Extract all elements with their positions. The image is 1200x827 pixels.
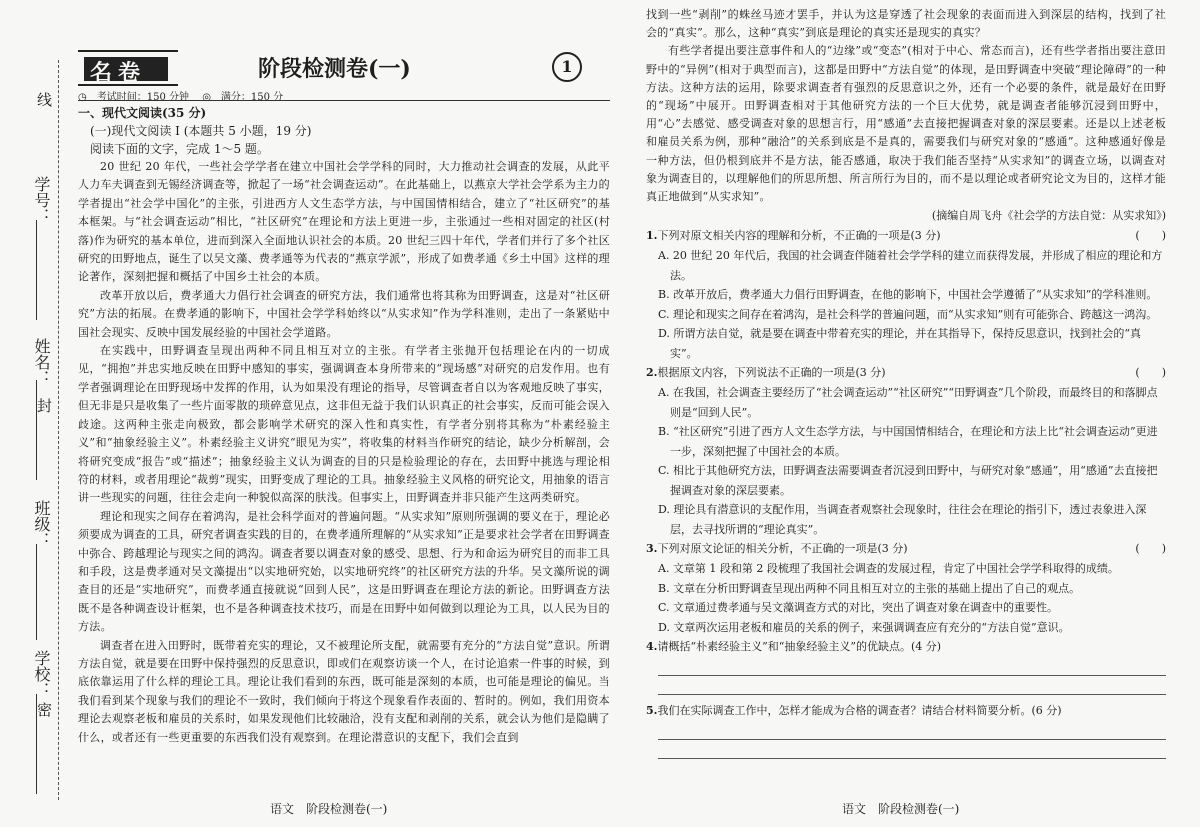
option-c[interactable]: C. 文章通过费孝通与吴文藻调查方式的对比，突出了调查对象在调查中的重要性。 (658, 601, 1059, 615)
question-stem: 下列对原文相关内容的理解和分析，不正确的一项是(3 分) (657, 229, 941, 243)
option-b[interactable]: B. “社区研究”引进了西方人文生态学方法，与中国国情相结合，在理论和方法上比“社会调查运动”更进一步，深刻把握了中国社会的本质。 (658, 425, 1158, 458)
cut-label: 线 (35, 92, 53, 107)
header-rule (78, 100, 610, 101)
question-stem: 我们在实际调查工作中，怎样才能成为合格的调查者？请结合材料简要分析。(6 分) (657, 704, 1062, 718)
left-page (78, 40, 610, 820)
score-icon: ◎ (202, 92, 211, 103)
option-d[interactable]: D. 文章两次运用老板和雇员的关系的例子，来强调调查应有充分的“方法自觉”意识。 (658, 620, 1070, 634)
logo (78, 50, 178, 86)
question-number: 2. (646, 366, 658, 380)
question-stem: 请概括“朴素经验主义”和“抽象经验主义”的优缺点。(4 分) (657, 640, 942, 654)
question-number: 4. (646, 640, 658, 654)
logo-text: 名卷 (90, 60, 147, 86)
student-id-line[interactable] (36, 220, 37, 320)
passage-paragraph: 理论和现实之间存在着鸿沟，是社会科学面对的普遍问题。“从实求知”原则所强调的要义在于，理论必须要成为调查的工具，研究者调查实践的目的，在费孝通所理解的“从实求知”正是要求社会学者在田野调查中弥合、跨越理论与现实之间的鸿沟。调查者要以调查对象的感受、思想、行为和命运为研究目的而非工具和手段，这是费孝通对吴文藻提出“以实地研究始，以实地研究终”的社区研究方法的升华。吴文藻所说的调查目的还是“实地研究”，而费孝通直接就说“回到人民”，这是田野调查在理论方法的新论。田野调查方法既不是各种调查设计框架，也不是各种调查技术技巧，而是在田野中如何做到以理论为工具，以人民为目的方法。 (78, 509, 610, 634)
option-d[interactable]: D. 所谓方法自觉，就是要在调查中带着充实的理论，并在其指导下，保持反思意识，找到社会的“真实”。 (658, 327, 1142, 360)
question-stem: 根据原文内容，下列说法不正确的一项是(3 分) (657, 366, 886, 380)
question-1 (646, 226, 1166, 363)
page-title: 阶段检测卷(一) (258, 56, 411, 82)
passage-paragraph: 有些学者提出要注意事件和人的“边缘”或“变态”(相对于中心、常态而言)，还有些学者指出要注意田野中的“异例”(相对于典型而言)，这都是田野中“方法自觉”的体现，是田野调查中突破“理论障碍”的一种方法。这种方法的运用，除要求调查者有强烈的反思意识之外，还有一个必要的条件，就是最好在田野的“现场”中展开。田野调查相对于其他研究方法的一个巨大优势，就是调查者能够沉浸到田野中，用“心”去感觉、感受调查对象的思想言行，用“感通”去直接把握调查对象的深层要素。还是以上述老板和雇员关系为例，那种“融洽”的关系到底是不是真的，需要我们与研究对象的“感通”。这种感通好像是一种方法，但仍根到底并不是方法，能否感通，取决于我们能否坚持“从实求知”的调查立场，以调查对象为调查目的，以理解他们的所思所想、所言所行为目的，而不是以理论或者研究论文为目的，这样才能真正地做到“从实求知”。 (646, 44, 1166, 204)
answer-line[interactable] (658, 676, 1166, 695)
school-label: 学校： (32, 650, 51, 698)
option-d[interactable]: D. 理论具有潜意识的支配作用，当调查者观察社会现象时，往往会在理论的指引下，透过表象进入深层，去寻找所谓的“理论真实”。 (658, 503, 1147, 536)
option-b[interactable]: B. 改革开放后，费孝通大力倡行田野调查，在他的影响下，中国社会学遵循了“从实求知”的学科准则。 (658, 288, 1158, 302)
clock-icon: ◷ (78, 92, 87, 103)
option-c[interactable]: C. 相比于其他研究方法，田野调查法需要调查者沉浸到田野中，与研究对象“感通”，用“感通”去直接把握调查对象的深层要素。 (658, 464, 1158, 497)
option-b[interactable]: B. 文章在分析田野调查呈现出两种不同且相互对立的主张的基础上提出了自己的观点。 (658, 581, 1081, 595)
answer-paren[interactable]: ( ) (1135, 229, 1166, 243)
question-number: 1. (646, 229, 658, 243)
source-citation: (摘编自周飞舟《社会学的方法自觉：从实求知》) (931, 209, 1166, 223)
cut-label: 密 (35, 702, 53, 717)
section-title: 一、现代文阅读(35 分) (78, 106, 207, 120)
passage-paragraph: 在实践中，田野调查呈现出两种不同且相互对立的主张。有学者主张抛开包括理论在内的一切成见，“拥抱”并忠实地反映在田野中感知的事实，强调调查本身所带来的“现场感”对研究的启发作用。也有学者强调理论在田野现场中发挥的作用，认为如果没有理论的指导，尽管调查者自以为客观地反映了事实，但无非是只是收集了一些片面零散的琐碎意见点，这非但无益于我们认识真正的社会事实，反而可能会误入歧途。这两种主张走向极致，都会影响学术研究的深入性和真实性，有学者分别将其称为“朴素经验主义”和“抽象经验主义”。朴素经验主义讲究“眼见为实”，将收集的材料当作研究的结论，缺少分析解剖，会将研究变成“报告”或“描述”；抽象经验主义认为调查的目的只是检验理论的存在，去田野中挑选与理论相符的材料，或者用理论“裁剪”现实，田野变成了理论的工具。抽象经验主义风格的研究论文，用抽象的语言讲一些现实的问题，往往会走向一种貌似高深的肤浅。但事实上，田野调查并非只能产生这两类研究。 (78, 344, 610, 505)
option-a[interactable]: A. 20 世纪 20 年代后，我国的社会调查伴随着社会学学科的建立而获得发展，并形成了相应的理论和方法。 (658, 249, 1163, 282)
question-4 (646, 637, 1166, 695)
passage-paragraph: 找到一些“剥削”的蛛丝马迹才罢手，并认为这是穿透了社会现象的表面而进入到深层的结构，找到了社会的“真实”。那么，这种“真实”到底是理论的真实还是现实的真实？ (646, 8, 1166, 40)
right-footer: 语文 阶段检测卷(一) (842, 802, 960, 816)
exam-time: 考试时间：150 分钟 (96, 92, 189, 103)
instruction: 阅读下面的文字，完成 1～5 题。 (90, 142, 269, 156)
answer-line[interactable] (658, 740, 1166, 759)
name-label: 姓名： (32, 338, 51, 386)
left-footer: 语文 阶段检测卷(一) (270, 802, 388, 816)
school-line[interactable] (36, 694, 37, 794)
option-a[interactable]: A. 文章第 1 段和第 2 段梳理了我国社会调查的发展过程，肯定了中国社会学学科取得的成绩。 (658, 562, 1119, 576)
right-page (646, 6, 1166, 816)
cut-line (58, 60, 59, 800)
question-number: 5. (646, 704, 658, 718)
exam-score: 满分：150 分 (220, 92, 284, 103)
class-label: 班级： (32, 500, 51, 548)
question-stem: 下列对原文论证的相关分析，不正确的一项是(3 分) (657, 542, 908, 556)
answer-paren[interactable]: ( ) (1135, 366, 1166, 380)
passage-paragraph: 20 世纪 20 年代，一些社会学学者在建立中国社会学学科的同时，大力推动社会调查的发展，从此平人力车夫调查到无锡经济调查等，掀起了一场“社会调查运动”。在此基础上，以燕京大学社会学系为主力的学者提出“社会学中国化”的主张，引进西方人文生态学方法，与中国国情相结合，建立了“社区研究”的基本框架。与“社会调查运动”相比，“社区研究”在理论和方法上更进一步，主张通过一些相对固定的社区(村落)作为研究的基本单位，进而到深入全面地认识社会的本质。20 世纪三四十年代，学者们并行了多个社区研究的田野地点，诞生了以吴文藻、费孝通等为代表的“燕京学派”，形成了如费孝通《乡土中国》这样的理论著作，深刻把握和概括了中国乡土社会的本质。 (78, 160, 610, 284)
name-line[interactable] (36, 380, 37, 480)
class-line[interactable] (36, 544, 37, 640)
student-id-label: 学号： (32, 176, 51, 224)
question-2 (646, 363, 1166, 539)
answer-paren[interactable]: ( ) (1135, 542, 1166, 556)
question-3 (646, 539, 1166, 637)
passage-paragraph: 调查者在进入田野时，既带着充实的理论，又不被理论所支配，就需要有充分的“方法自觉”意识。所谓方法自觉，就是要在田野中保持强烈的反思意识，即或们在观察访谈一个人，在讨论追索一件事的时候，到底依靠运用了什么样的理论工具。理论让我们看到的东西，既可能是深刻的本质，也可能是理论的偏见。当我们看到某个现象与我们的理论不一致时，我们倾向于将这个现象看作表面的、暂时的。例如，我们用资本理论去观察老板和雇员的关系时，如果发现他们比较融洽，没有支配和剥削的关系，就会认为他们是隐瞒了什么，或者还有一些更重要的东西我们没有观察到。在理论潜意识的支配下，我们会直到 (78, 638, 610, 744)
subsection-title: (一)现代文阅读 I (本题共 5 小题，19 分) (90, 124, 312, 138)
option-a[interactable]: A. 在我国，社会调查主要经历了“社会调查运动”“社区研究”“田野调查”几个阶段，而最终目的和落脚点则是“回到人民”。 (658, 386, 1158, 419)
option-c[interactable]: C. 理论和现实之间存在着鸿沟，是社会科学的普遍问题，而“从实求知”则有可能弥合、跨越这一鸿沟。 (658, 307, 1158, 321)
question-5 (646, 701, 1166, 759)
answer-line[interactable] (658, 721, 1166, 740)
answer-line[interactable] (658, 657, 1166, 676)
page-number-badge: 1 (552, 52, 582, 82)
question-number: 3. (646, 542, 658, 556)
reading-passage (78, 104, 610, 747)
binding-strip (0, 0, 70, 827)
cut-label: 封 (35, 398, 53, 413)
passage-paragraph: 改革开放以后，费孝通大力倡行社会调查的研究方法，我们通常也将其称为田野调查，这是对“社区研究”方法的拓展。在费孝通的影响下，中国社会学学科始终以“从实求知”作为学科准则，走出了一条紧贴中国社会现实、反映中国发展经验的中国社会学道路。 (78, 288, 610, 339)
